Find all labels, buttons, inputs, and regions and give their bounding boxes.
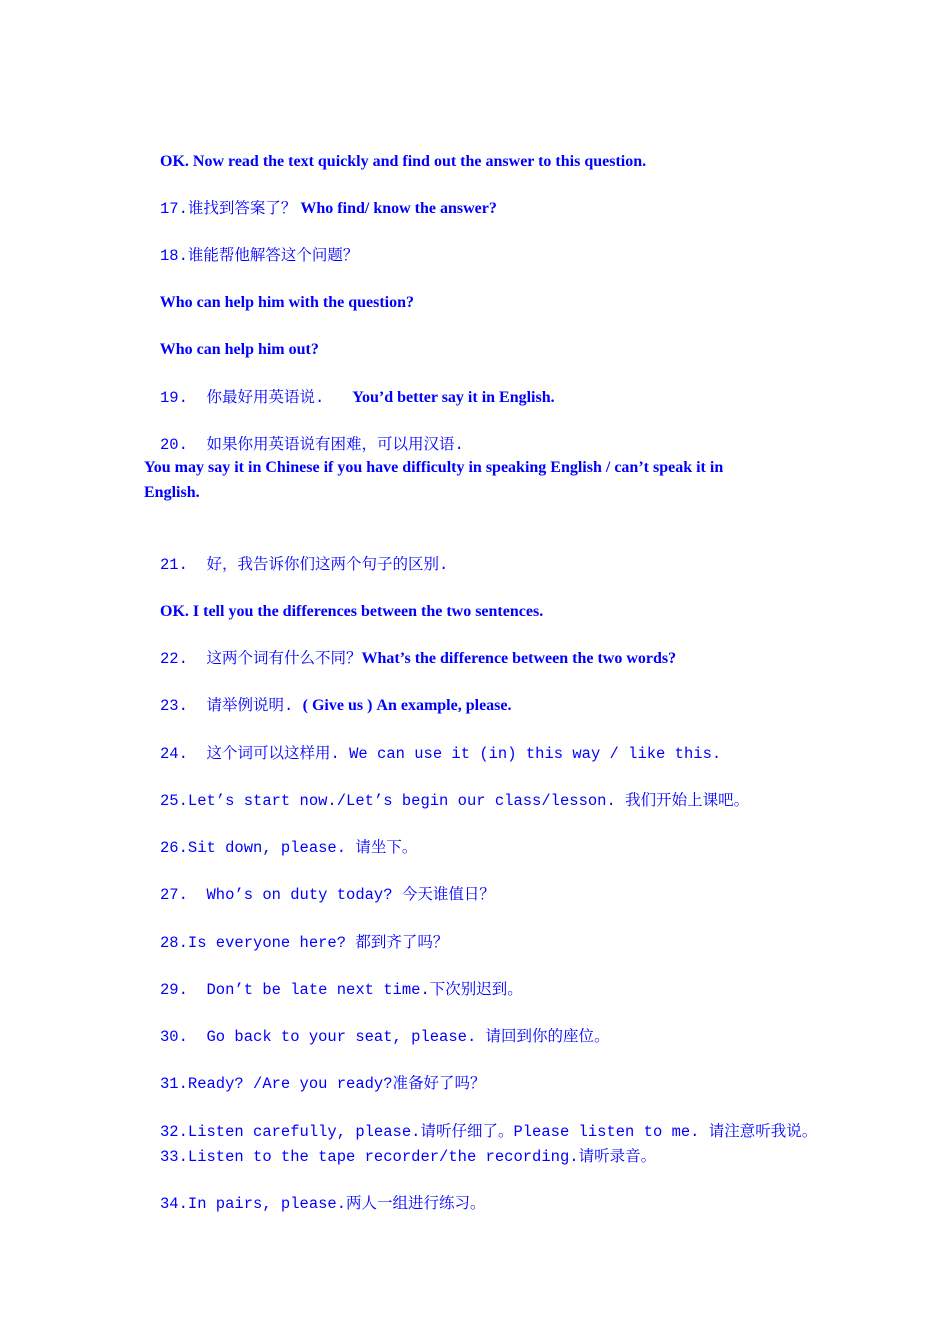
line-chinese: 22. 这两个词有什么不同？ bbox=[160, 650, 362, 668]
line-text: 29. Don’t be late next time.下次别迟到。 bbox=[160, 981, 523, 999]
line-text: 34.In pairs, please.两人一组进行练习。 bbox=[160, 1195, 486, 1213]
line-text: You may say it in Chinese if you have difficulty in speaking English / can’t speak it in English. bbox=[144, 459, 724, 501]
line-text: Who can help him with the question? bbox=[159, 294, 414, 311]
line-text: 27. Who’s on duty today? 今天谁值日？ bbox=[160, 886, 495, 904]
line-text: 28.Is everyone here? 都到齐了吗？ bbox=[160, 934, 449, 952]
line-text: Who can help him out? bbox=[159, 341, 319, 358]
line-text: OK. I tell you the differences between the two sentences. bbox=[160, 603, 544, 620]
line-english: You’d better say it in English. bbox=[352, 389, 555, 406]
line-chinese: 21. 好，我告诉你们这两个句子的区别. bbox=[160, 556, 449, 574]
line-english: Who find/ know the answer? bbox=[296, 200, 497, 217]
line-34 bbox=[144, 1166, 784, 1242]
line-text: 24. 这个词可以这样用. We can use it (in) this way / like this. bbox=[160, 745, 722, 763]
line-text: 26.Sit down, please. 请坐下。 bbox=[160, 839, 418, 857]
line-text: 33.Listen to the tape recorder/the recording.请听录音。 bbox=[160, 1148, 657, 1166]
line-chinese: 18.谁能帮他解答这个问题？ bbox=[160, 247, 359, 265]
line-text: 25.Let’s start now./Let’s begin our class/lesson. 我们开始上课吧。 bbox=[160, 792, 750, 810]
line-text: 30. Go back to your seat, please. 请回到你的座位。 bbox=[160, 1028, 610, 1046]
line-english: What’s the difference between the two words? bbox=[361, 650, 677, 667]
line-text: 32.Listen carefully, please.请听仔细了。Please listen to me. 请注意听我说。 bbox=[160, 1123, 818, 1141]
line-chinese: 23. 请举例说明. bbox=[160, 697, 303, 715]
line-text: OK. Now read the text quickly and find out the answer to this question. bbox=[160, 153, 647, 170]
line-english: ( Give us ) An example, please. bbox=[302, 697, 512, 714]
line-chinese: 19. 你最好用英语说. bbox=[160, 389, 353, 407]
line-text: 31.Ready? /Are you ready?准备好了吗？ bbox=[160, 1075, 486, 1093]
line-chinese: 17.谁找到答案了？ bbox=[160, 200, 297, 218]
line-chinese: 20. 如果你用英语说有困难，可以用汉语. bbox=[160, 436, 464, 454]
line-you-may-say bbox=[144, 455, 764, 505]
